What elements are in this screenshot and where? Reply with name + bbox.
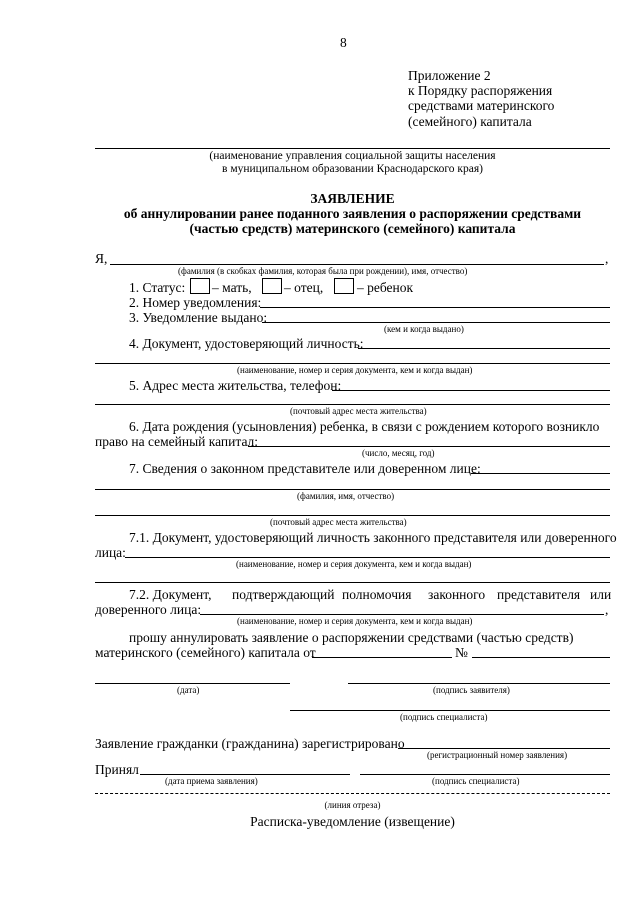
status-mother-checkbox[interactable] [190,278,210,294]
birth-date-field[interactable] [248,446,610,447]
identity-document-caption: (наименование, номер и серия документа, кем и когда выдан) [237,365,473,375]
specialist-signature-caption: (подпись специалиста) [400,712,488,722]
representative-identity-line-2: лица: [95,545,126,560]
cut-caption: (линия отреза) [324,800,381,810]
request-date-field[interactable] [312,657,452,658]
representative-field-3[interactable] [95,515,610,516]
authority-document-line-2: доверенного лица: [95,602,202,617]
registration-number-field[interactable] [398,748,610,749]
authority-document-field[interactable] [200,614,604,615]
representative-field-2[interactable] [95,489,610,490]
authority-document-line-1-e: представителя [497,587,581,602]
applicant-caption: (фамилия (в скобках фамилия, которая была при рождении), имя, отчество) [178,266,468,276]
authority-document-line-1-f: или [590,587,612,602]
request-line-2: материнского (семейного) капитала от [95,645,316,660]
date-caption: (дата) [177,685,200,695]
accepted-signature-caption: (подпись специалиста) [432,776,520,786]
authority-document-line-1-a: 7.2. Документ, [129,587,212,602]
representative-identity-field-2[interactable] [95,582,610,583]
request-line-1: прошу аннулировать заявление о распоряжении средствами (частью средств) [129,630,574,645]
request-number-sign: № [455,645,468,660]
address-field-1[interactable] [332,390,610,391]
authority-caption-1: (наименование управления социальной защиты населения [209,150,496,162]
authority-document-comma: , [605,602,609,617]
representative-address-caption: (почтовый адрес места жительства) [270,517,407,527]
authority-field-line [95,148,610,149]
applicant-name-field[interactable] [110,264,604,265]
birth-date-line-2: право на семейный капитал: [95,434,259,449]
notification-issued-field[interactable] [262,322,610,323]
address-label: 5. Адрес места жительства, телефон: [129,378,342,393]
request-number-field[interactable] [472,657,610,658]
identity-document-label: 4. Документ, удостоверяющий личность: [129,336,364,351]
appendix-line-4: (семейного) капитала [408,114,532,129]
identity-document-field-1[interactable] [358,348,610,349]
cut-line [95,793,610,794]
representative-field-1[interactable] [471,473,610,474]
appendix-line-1: Приложение 2 [408,68,491,83]
document-title: ЗАЯВЛЕНИЕ [310,191,395,206]
registration-caption: (регистрационный номер заявления) [427,750,568,760]
accepted-label: Принял [95,762,139,777]
address-caption: (почтовый адрес места жительства) [290,406,427,416]
registration-label: Заявление гражданки (гражданина) зарегистрировано [95,736,405,751]
authority-document-line-1-c: полномочия [342,587,412,602]
document-subtitle-1: об аннулировании ранее поданного заявления о распоряжении средствами [123,206,582,221]
representative-identity-field-1[interactable] [125,557,610,558]
authority-document-caption: (наименование, номер и серия документа, кем и когда выдан) [237,616,473,626]
applicant-signature-field[interactable] [348,683,610,684]
receipt-title: Расписка-уведомление (извещение) [250,814,455,829]
address-field-2[interactable] [95,404,610,405]
representative-name-caption: (фамилия, имя, отчество) [297,491,395,501]
birth-date-caption: (число, месяц, год) [362,448,435,458]
document-subtitle-2: (частью средств) материнского (семейного) капитала [189,221,516,236]
status-mother-label: – мать, [212,280,252,295]
status-child-checkbox[interactable] [334,278,354,294]
status-label: 1. Статус: [129,280,186,295]
notification-number-label: 2. Номер уведомления: [129,295,262,310]
accepted-signature-field[interactable] [360,774,610,775]
applicant-comma: , [605,251,609,266]
authority-document-line-1-b: подтверждающий [232,587,335,602]
identity-document-field-2[interactable] [95,363,610,364]
notification-issued-label: 3. Уведомление выдано: [129,310,268,325]
representative-identity-caption: (наименование, номер и серия документа, кем и когда выдан) [236,559,472,569]
representative-identity-line-1: 7.1. Документ, удостоверяющий личность законного представителя или доверенного [129,530,617,545]
status-father-checkbox[interactable] [262,278,282,294]
page-number: 8 [340,35,347,50]
notification-number-field[interactable] [260,307,610,308]
authority-caption-2: в муниципальном образовании Краснодарского края) [222,163,483,175]
date-field[interactable] [95,683,290,684]
applicant-signature-caption: (подпись заявителя) [433,685,510,695]
birth-date-line-1: 6. Дата рождения (усыновления) ребенка, в связи с рождением которого возникло [129,419,600,434]
representative-label: 7. Сведения о законном представителе или доверенном лице: [129,461,481,476]
accepted-date-caption: (дата приема заявления) [165,776,258,786]
appendix-line-2: к Порядку распоряжения [408,83,553,98]
authority-document-line-1-d: законного [428,587,486,602]
status-child-label: – ребенок [357,280,414,295]
accepted-date-field[interactable] [140,774,350,775]
appendix-line-3: средствами материнского [408,98,555,113]
specialist-signature-field[interactable] [290,710,610,711]
notification-issued-caption: (кем и когда выдано) [384,324,464,334]
status-father-label: – отец, [284,280,324,295]
applicant-prefix: Я, [95,251,108,266]
